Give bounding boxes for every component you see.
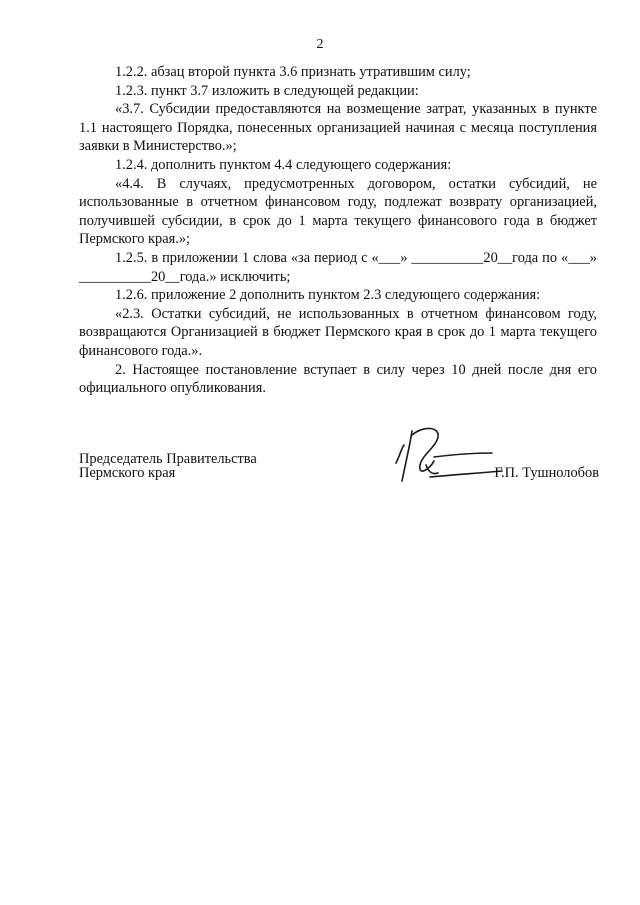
signatory-title-line1: Председатель Правительства <box>79 451 257 467</box>
paragraph-1-2-2: 1.2.2. абзац второй пункта 3.6 признать утратившим силу; <box>115 64 471 80</box>
handwritten-signature <box>390 425 510 487</box>
document-body <box>79 63 597 398</box>
paragraph-1-2-5: 1.2.5. в приложении 1 слова «за период с «___» __________20__года по «___» __________20__года.» исключить; <box>79 249 597 285</box>
paragraph-quote-4-4: «4.4. В случаях, предусмотренных договором, остатки субсидий, не использованные в отчетном финансовом году, подлежат возврату организацией, получившей субсидии, в срок до 1 марта текущего финансового года в бюджет Пермского края.»; <box>79 175 597 248</box>
page-number: 2 <box>316 37 324 52</box>
signature-block <box>79 452 599 492</box>
paragraph-1-2-3: 1.2.3. пункт 3.7 изложить в следующей редакции: <box>115 82 419 99</box>
paragraph-quote-2-3: «2.3. Остатки субсидий, не использованных в отчетном финансовом году, возвращаются Организацией в бюджет Пермского края в срок до 1 марта текущего финансового года.». <box>79 305 597 359</box>
paragraph-quote-3-7: «3.7. Субсидии предоставляются на возмещение затрат, указанных в пункте 1.1 настоящего Порядка, понесенных организацией начиная с месяца поступления заявки в Министерство.»; <box>79 101 597 155</box>
paragraph-1-2-4: 1.2.4. дополнить пунктом 4.4 следующего содержания: <box>115 156 452 173</box>
paragraph-1-2-6: 1.2.6. приложение 2 дополнить пунктом 2.3 следующего содержания: <box>115 287 541 304</box>
paragraph-2: 2. Настоящее постановление вступает в силу через 10 дней после дня его официального опубликования. <box>79 361 597 397</box>
signatory-name: Г.П. Тушнолобов <box>494 465 599 481</box>
signatory-title-line2: Пермского края <box>79 465 176 481</box>
